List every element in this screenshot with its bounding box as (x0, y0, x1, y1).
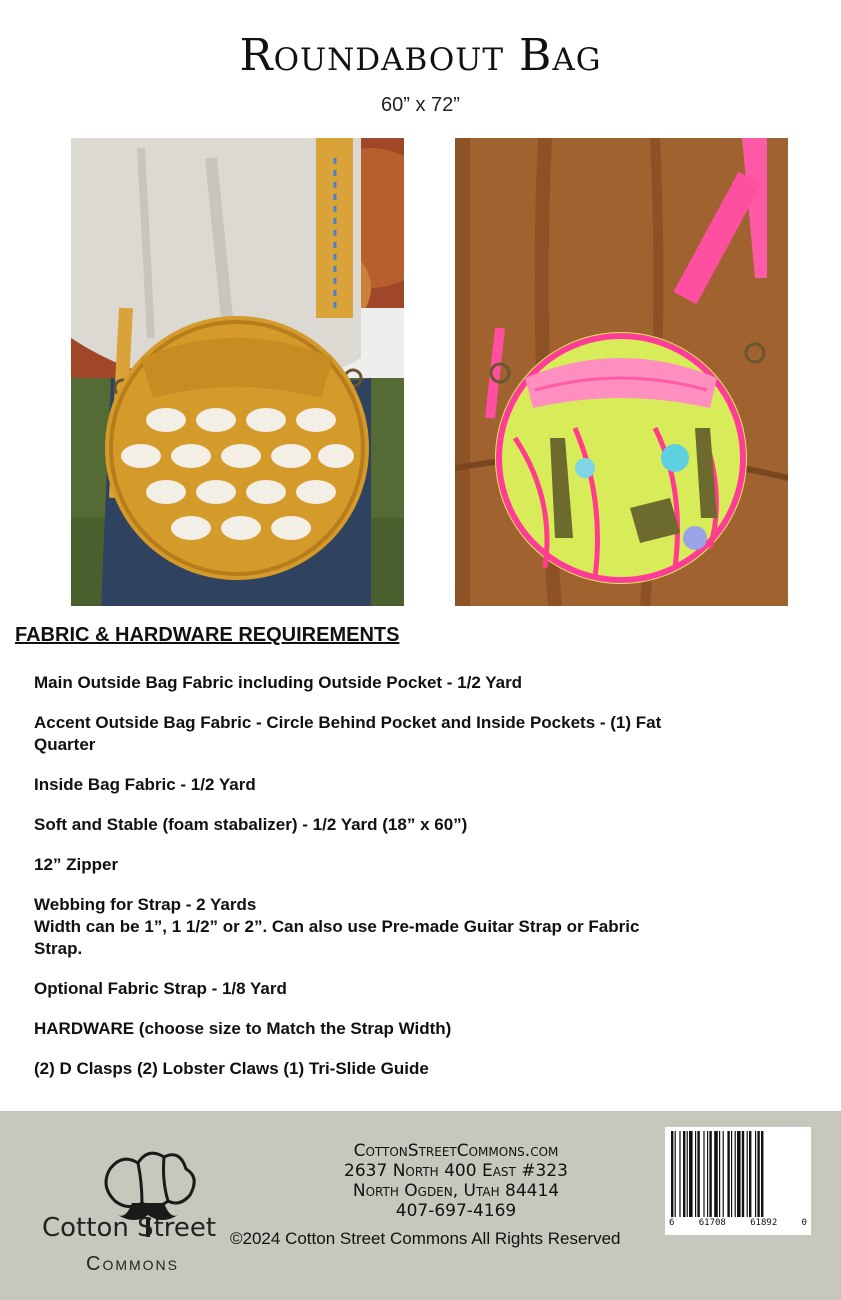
barcode-digit-group: 6 (669, 1218, 675, 1228)
photo-giraffe-bag (455, 138, 788, 606)
barcode-bar (697, 1131, 699, 1217)
barcode-digits (669, 1218, 807, 1228)
requirement-line: Width can be 1”, 1 1/2” or 2”. Can also use Pre-made Guitar Strap or Fabric (34, 917, 640, 936)
barcode-bar (687, 1131, 688, 1217)
phone-number: 407-697-4169 (395, 1201, 517, 1221)
contact-block (276, 1141, 636, 1221)
list-item (34, 1018, 794, 1040)
requirement-line: HARDWARE (choose size to Match the Strap Width) (34, 1019, 452, 1038)
requirement-line: Optional Fabric Strap - 1/8 Yard (34, 979, 287, 998)
barcode-bar (675, 1131, 676, 1217)
requirement-line: Main Outside Bag Fabric including Outside Pocket - 1/2 Yard (34, 673, 523, 692)
page-title: Roundabout Bag (239, 30, 602, 81)
address-line-2: North Ogden, Utah 84414 (352, 1181, 560, 1201)
barcode-bar (755, 1131, 756, 1217)
list-item (34, 1058, 794, 1080)
logo-subtitle: Commons (86, 1253, 179, 1275)
barcode-bar (727, 1131, 729, 1217)
barcode-bar (703, 1131, 704, 1217)
address-line-1: 2637 North 400 East #323 (344, 1161, 568, 1181)
barcode-bar (742, 1131, 744, 1217)
barcode-bars (669, 1131, 807, 1217)
barcode-bar (695, 1131, 696, 1217)
requirement-line: Inside Bag Fabric - 1/2 Yard (34, 775, 256, 794)
list-item (34, 894, 794, 960)
barcode-bar (723, 1131, 724, 1217)
list-item (34, 854, 794, 876)
barcode-bar (747, 1131, 748, 1217)
barcode-bar (757, 1131, 759, 1217)
requirement-line: Strap. (34, 939, 83, 958)
barcode-bar (749, 1131, 751, 1217)
barcode-bar (761, 1131, 763, 1217)
logo-wordmark: Cotton Street (42, 1213, 217, 1243)
footer (0, 1111, 841, 1300)
barcode-bar (679, 1131, 680, 1217)
barcode-bar (683, 1131, 685, 1217)
list-item (34, 978, 794, 1000)
website-text: CottonStreetCommons.com (353, 1141, 559, 1161)
requirement-line: Soft and Stable (foam stabalizer) - 1/2 Yard (18” x 60”) (34, 815, 468, 834)
barcode-digit-group: 0 (801, 1218, 807, 1228)
barcode-bar (689, 1131, 693, 1217)
barcode-bar (709, 1131, 711, 1217)
list-item (34, 672, 794, 694)
barcode-digit-group: 61892 (750, 1218, 778, 1228)
barcode-bar (714, 1131, 718, 1217)
cotton-street-logo (30, 1131, 260, 1281)
list-item (34, 774, 794, 796)
requirements-heading: FABRIC & HARDWARE REQUIREMENTS (15, 624, 400, 646)
barcode-bar (707, 1131, 708, 1217)
requirement-line: 12” Zipper (34, 855, 119, 874)
requirements-list (34, 672, 794, 1080)
quilt-size: 60” x 72” (381, 94, 460, 116)
copyright-text: ©2024 Cotton Street Commons All Rights Reserved (230, 1229, 621, 1248)
list-item (34, 712, 794, 756)
barcode (665, 1127, 811, 1235)
requirement-line: Accent Outside Bag Fabric - Circle Behind Pocket and Inside Pockets - (1) Fat (34, 713, 662, 732)
requirement-line: Webbing for Strap - 2 Yards (34, 895, 257, 914)
barcode-bar (671, 1131, 673, 1217)
barcode-bar (719, 1131, 720, 1217)
list-item (34, 814, 794, 836)
requirement-line: Quarter (34, 735, 96, 754)
barcode-bar (737, 1131, 741, 1217)
requirement-line: (2) D Clasps (2) Lobster Claws (1) Tri-Slide Guide (34, 1059, 429, 1078)
barcode-bar (731, 1131, 732, 1217)
barcode-digit-group: 61708 (698, 1218, 726, 1228)
photo-mustard-bird-bag (71, 138, 404, 606)
barcode-bar (735, 1131, 736, 1217)
